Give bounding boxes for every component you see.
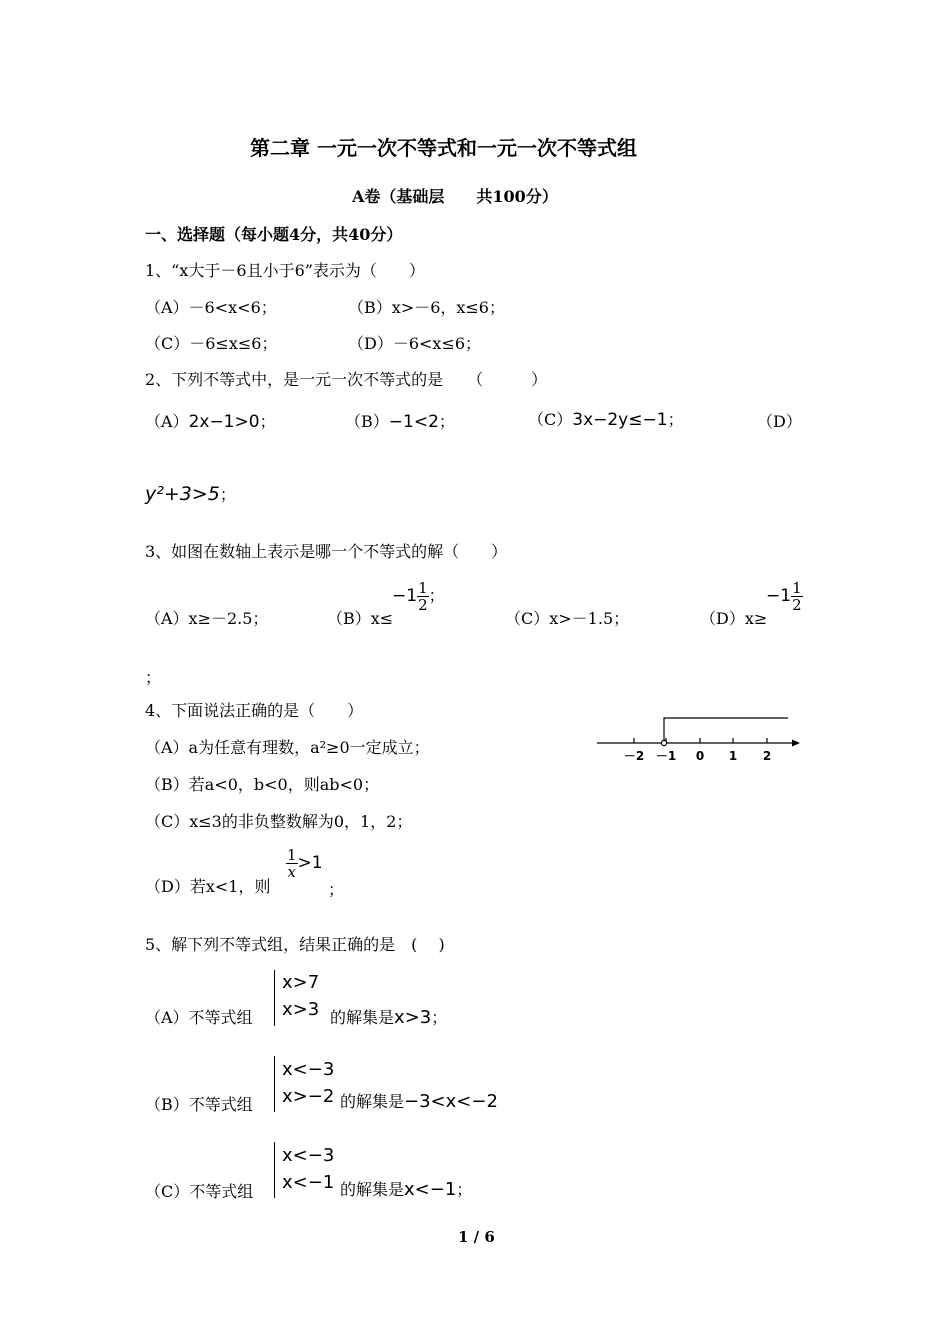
q4-stem: 4、下面说法正确的是（ ）: [145, 701, 364, 720]
q3-option-d-label: （D）x≥: [700, 609, 768, 628]
page-number: 1 / 6: [458, 1228, 495, 1246]
q1-option-d: （D）－6<x≤6；: [348, 334, 482, 353]
separator: ；: [667, 410, 684, 429]
q2-b-expr: −1<2: [388, 412, 439, 432]
solution-set-label: 的解集是: [340, 1092, 405, 1111]
q2-c-label: （C）: [528, 410, 573, 429]
mixed-whole: −1: [392, 586, 418, 606]
q5-c-line2: x<−1: [282, 1172, 335, 1193]
section-heading: 一、选择题（每小题4分，共40分）: [145, 225, 403, 244]
tick-label: 2: [762, 749, 772, 763]
q1-option-a: （A）－6<x<6；: [145, 298, 277, 317]
q5-stem: 5、解下列不等式组，结果正确的是 ( ): [145, 935, 445, 954]
fraction: [417, 580, 429, 613]
q5-a-line2: x>3: [282, 999, 320, 1020]
fraction-denominator: x: [287, 863, 296, 881]
separator: ；: [456, 1180, 473, 1199]
tick-label: －2: [623, 749, 645, 763]
q5-option-a-tail: [330, 1008, 447, 1028]
q3-option-b-value: [392, 580, 445, 613]
q3-trailing-separator: ；: [145, 668, 162, 687]
q2-option-a: [145, 412, 276, 432]
q3-option-b-label: （B）x≤: [327, 609, 394, 628]
mixed-whole: −1: [766, 586, 792, 606]
brace-icon: [274, 1056, 281, 1112]
inequality-rest: >1: [297, 853, 323, 873]
axis-arrow: [792, 740, 800, 747]
fraction-numerator: 1: [418, 579, 428, 597]
q5-c-answer: x<−1: [404, 1179, 457, 1200]
separator: ；: [431, 1008, 448, 1027]
q1-stem: 1、“x大于－6且小于6”表示为（ ）: [145, 261, 425, 280]
q2-b-label: （B）: [345, 412, 389, 431]
number-line-figure: [592, 710, 807, 770]
q5-option-b-tail: [340, 1092, 498, 1112]
q4-option-d-expr: [286, 847, 323, 880]
q3-option-a: （A）x≥－2.5；: [145, 609, 269, 628]
q4-option-a: （A）a为任意有理数，a²≥0一定成立；: [145, 738, 430, 757]
q2-stem: 2、下列不等式中，是一元一次不等式的是 （ ）: [145, 370, 548, 389]
fraction: [791, 580, 803, 613]
page-subtitle: A卷（基础层 共100分）: [352, 187, 558, 206]
fraction-denominator: 2: [792, 596, 802, 614]
q5-b-answer: −3<x<−2: [404, 1091, 498, 1112]
tick-marks: [634, 738, 767, 743]
q2-option-d-label: （D）: [757, 412, 802, 431]
q5-option-c-label: （C）不等式组: [145, 1182, 254, 1201]
q4-separator: ；: [328, 880, 345, 899]
fraction: [286, 847, 298, 880]
q5-b-line2: x>−2: [282, 1086, 335, 1107]
q1-option-c: （C）－6≤x≤6；: [145, 334, 278, 353]
q5-option-a-label: （A）不等式组: [145, 1008, 253, 1027]
tick-label: 0: [695, 749, 705, 763]
fraction-denominator: 2: [418, 596, 428, 614]
q4-option-d-label: （D）若x<1，则: [145, 877, 271, 896]
q2-option-b: [345, 412, 455, 432]
brace-icon: [274, 970, 281, 1026]
q2-c-expr: 3x−2y≤−1: [572, 410, 668, 430]
q1-option-b: （B）x>－6，x≤6；: [348, 298, 505, 317]
separator: ；: [438, 412, 455, 431]
fraction-numerator: 1: [287, 846, 297, 864]
solution-bracket: [664, 718, 788, 743]
q4-option-b: （B）若a<0，b<0，则ab<0；: [145, 775, 380, 794]
page-title: 第二章 一元一次不等式和一元一次不等式组: [250, 136, 637, 160]
separator: ；: [259, 412, 276, 431]
q2-d-expr: y²+3>5: [145, 483, 220, 505]
tick-label: －1: [655, 749, 677, 763]
separator: ；: [219, 485, 236, 504]
q5-b-line1: x<−3: [282, 1059, 335, 1080]
fraction-numerator: 1: [792, 579, 802, 597]
q3-option-d-value: [766, 580, 803, 613]
solution-set-label: 的解集是: [330, 1008, 395, 1027]
endpoint-dot: [661, 740, 666, 745]
q3-stem: 3、如图在数轴上表示是哪一个不等式的解（ ）: [145, 542, 508, 561]
q5-a-line1: x>7: [282, 972, 320, 993]
q5-c-line1: x<−3: [282, 1145, 335, 1166]
separator: ；: [428, 586, 445, 605]
q2-option-d: [145, 484, 236, 505]
q5-option-b-label: （B）不等式组: [145, 1095, 253, 1114]
q5-a-answer: x>3: [394, 1007, 432, 1028]
solution-set-label: 的解集是: [340, 1180, 405, 1199]
q5-option-c-tail: [340, 1180, 472, 1200]
q2-a-label: （A）: [145, 412, 189, 431]
q3-option-c: （C）x>－1.5；: [505, 609, 630, 628]
q2-option-c: [528, 410, 684, 430]
q2-a-expr: 2x−1>0: [188, 412, 260, 432]
brace-icon: [274, 1142, 281, 1198]
tick-label: 1: [728, 749, 738, 763]
q4-option-c: （C）x≤3的非负整数解为0，1，2；: [145, 812, 413, 831]
